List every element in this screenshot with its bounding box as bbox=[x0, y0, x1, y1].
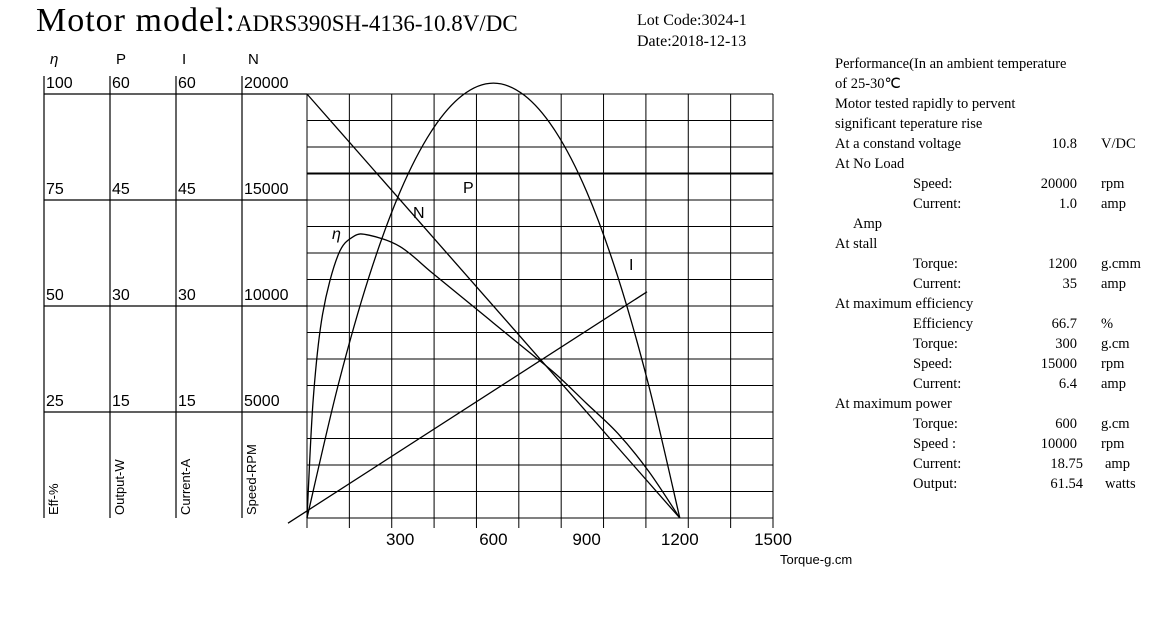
axis-symbol: N bbox=[248, 51, 259, 68]
axis-tick-label: 60 bbox=[112, 75, 130, 92]
test-date: Date:2018-12-13 bbox=[637, 33, 747, 50]
voltage-value: 10.8 bbox=[1051, 136, 1077, 152]
x-tick-label: 1500 bbox=[754, 530, 792, 549]
axis-symbol: I bbox=[182, 51, 187, 68]
max-eff-efficiency-label: Efficiency bbox=[913, 316, 974, 332]
axis-tick-label: 100 bbox=[46, 75, 73, 92]
max-eff-current-unit: amp bbox=[1101, 376, 1126, 392]
x-tick-label: 600 bbox=[479, 530, 508, 549]
max-power-speed-label: Speed : bbox=[913, 436, 957, 452]
lot-code: Lot Code:3024-1 bbox=[637, 12, 747, 29]
max-eff-current-value: 6.4 bbox=[1058, 376, 1077, 392]
max-eff-speed-unit: rpm bbox=[1101, 356, 1125, 372]
axis-tick-label: 30 bbox=[112, 287, 130, 304]
max-power-output-value: 61.54 bbox=[1050, 476, 1083, 492]
max-eff-torque-value: 300 bbox=[1055, 336, 1077, 352]
no-load-amp: Amp bbox=[853, 216, 882, 232]
max-power-torque-value: 600 bbox=[1055, 416, 1077, 432]
series-label: I bbox=[629, 257, 634, 274]
series-label: N bbox=[413, 205, 425, 222]
no-load-speed-label: Speed: bbox=[913, 176, 953, 192]
stall-current-label: Current: bbox=[913, 276, 962, 292]
series-I bbox=[288, 292, 647, 523]
axis-tick-label: 45 bbox=[178, 181, 196, 198]
axis-title: Eff-% bbox=[46, 483, 61, 515]
x-tick-label: 900 bbox=[572, 530, 601, 549]
stall-current-unit: amp bbox=[1101, 276, 1126, 292]
no-load-title: At No Load bbox=[835, 156, 905, 172]
axis-tick-label: 5000 bbox=[244, 393, 280, 410]
axis-tick-label: 45 bbox=[112, 181, 130, 198]
stall-current-value: 35 bbox=[1062, 276, 1077, 292]
max-eff-title: At maximum efficiency bbox=[835, 296, 974, 312]
voltage-unit: V/DC bbox=[1101, 136, 1136, 152]
stall-title: At stall bbox=[835, 236, 878, 252]
max-power-torque-unit: g.cm bbox=[1101, 416, 1130, 432]
title-prefix: Motor model: bbox=[36, 2, 236, 39]
no-load-current-value: 1.0 bbox=[1058, 196, 1077, 212]
perf-heading-1: Performance(In an ambient temperature bbox=[835, 56, 1067, 72]
axis-title: Current-A bbox=[178, 458, 193, 515]
no-load-current-label: Current: bbox=[913, 196, 962, 212]
axis-symbol: η bbox=[50, 51, 59, 68]
max-eff-speed-label: Speed: bbox=[913, 356, 953, 372]
stall-torque-unit: g.cmm bbox=[1101, 256, 1141, 272]
axis-tick-label: 30 bbox=[178, 287, 196, 304]
axis-tick-label: 15000 bbox=[244, 181, 289, 198]
x-axis-title: Torque-g.cm bbox=[780, 552, 853, 567]
axis-tick-label: 75 bbox=[46, 181, 64, 198]
perf-note-2: significant teperature rise bbox=[835, 116, 983, 132]
max-power-title: At maximum power bbox=[835, 396, 952, 412]
axis-tick-label: 20000 bbox=[244, 75, 289, 92]
axis-tick-label: 15 bbox=[112, 393, 130, 410]
max-eff-current-label: Current: bbox=[913, 376, 962, 392]
axis-tick-label: 50 bbox=[46, 287, 64, 304]
perf-heading-2: of 25-30℃ bbox=[835, 76, 901, 92]
stall-torque-label: Torque: bbox=[913, 256, 958, 272]
stall-torque-value: 1200 bbox=[1048, 256, 1077, 272]
axis-title: Speed-RPM bbox=[244, 444, 259, 515]
max-eff-torque-label: Torque: bbox=[913, 336, 958, 352]
max-power-current-label: Current: bbox=[913, 456, 962, 472]
no-load-speed-unit: rpm bbox=[1101, 176, 1125, 192]
axis-tick-label: 25 bbox=[46, 393, 64, 410]
perf-note-1: Motor tested rapidly to pervent bbox=[835, 96, 1016, 112]
axis-symbol: P bbox=[116, 51, 127, 68]
series-label: P bbox=[463, 180, 474, 197]
max-power-output-unit: watts bbox=[1105, 476, 1136, 492]
voltage-label: At a constand voltage bbox=[835, 136, 962, 152]
x-tick-label: 300 bbox=[386, 530, 415, 549]
max-power-speed-value: 10000 bbox=[1040, 436, 1077, 452]
max-power-speed-unit: rpm bbox=[1101, 436, 1125, 452]
axis-tick-label: 15 bbox=[178, 393, 196, 410]
max-power-current-value: 18.75 bbox=[1050, 456, 1083, 472]
max-power-torque-label: Torque: bbox=[913, 416, 958, 432]
max-eff-speed-value: 15000 bbox=[1040, 356, 1077, 372]
x-tick-label: 1200 bbox=[660, 530, 699, 549]
axis-tick-label: 10000 bbox=[244, 287, 289, 304]
max-power-output-label: Output: bbox=[913, 476, 958, 492]
max-eff-efficiency-unit: % bbox=[1101, 316, 1114, 332]
max-power-current-unit: amp bbox=[1105, 456, 1130, 472]
no-load-speed-value: 20000 bbox=[1040, 176, 1077, 192]
series-label: η bbox=[332, 226, 341, 243]
no-load-current-unit: amp bbox=[1101, 196, 1126, 212]
axis-tick-label: 60 bbox=[178, 75, 196, 92]
series-P bbox=[307, 83, 680, 518]
max-eff-efficiency-value: 66.7 bbox=[1051, 316, 1077, 332]
axis-title: Output-W bbox=[112, 459, 127, 515]
motor-model: ADRS390SH-4136-10.8V/DC bbox=[235, 11, 518, 36]
max-eff-torque-unit: g.cm bbox=[1101, 336, 1130, 352]
